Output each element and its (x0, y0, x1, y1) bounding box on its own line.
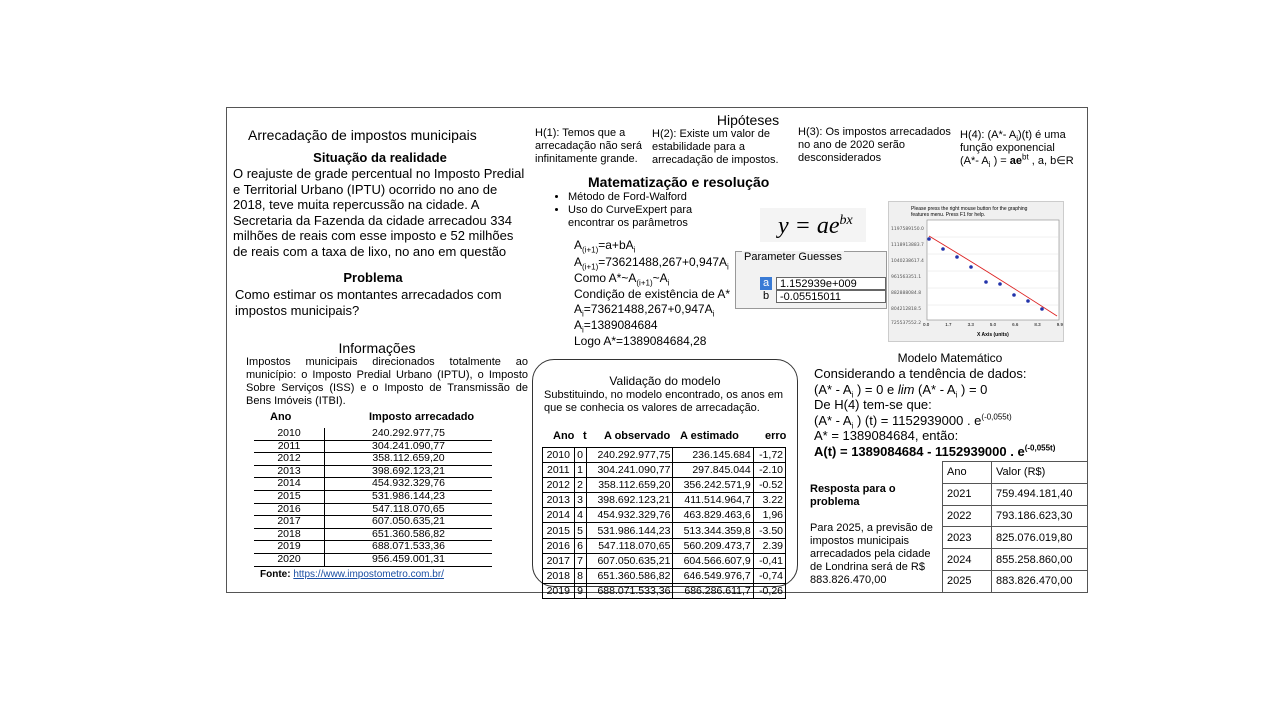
table-row (943, 483, 1088, 505)
table-row (943, 505, 1088, 527)
value-cell: 759.494.181,40 (992, 483, 1088, 505)
t-cell: 5 (574, 523, 586, 538)
table-row (254, 465, 492, 478)
svg-text:725537552.2: 725537552.2 (891, 321, 922, 326)
table-row (254, 453, 492, 466)
problema-heading: Problema (343, 270, 403, 285)
table-row (543, 553, 786, 568)
table-row (543, 463, 786, 478)
parameter-guesses-title: Parameter Guesses (744, 251, 842, 263)
value-cell: 547.118.070,65 (325, 503, 493, 516)
year-cell: 2013 (543, 493, 575, 508)
t-cell: 9 (574, 583, 586, 598)
svg-text:882888084.8: 882888084.8 (891, 291, 922, 296)
val-header-erro: erro (765, 430, 787, 442)
error-cell: 2.39 (753, 538, 785, 553)
svg-text:961563351.1: 961563351.1 (891, 275, 922, 280)
estimated-cell: 686.286.611,7 (673, 583, 753, 598)
year-cell: 2011 (254, 440, 325, 453)
source-label: Fonte: (260, 569, 291, 580)
estimated-cell: 463.829.463,6 (673, 508, 753, 523)
val-header-ano: Ano (553, 430, 575, 442)
forecast-col-year: Ano (943, 462, 992, 484)
svg-text:804212818.5: 804212818.5 (891, 307, 922, 312)
val-header-estimado: A estimado (680, 430, 739, 442)
table-row (543, 508, 786, 523)
observed-cell: 531.986.144,23 (586, 523, 673, 538)
year-cell: 2024 (943, 549, 992, 571)
table-row (254, 490, 492, 503)
svg-text:1040238617.4: 1040238617.4 (891, 259, 924, 264)
plot-xlabel: X Axis (units) (977, 332, 1009, 338)
parameter-guesses-panel (735, 251, 887, 309)
t-cell: 4 (574, 508, 586, 523)
table-row (254, 503, 492, 516)
year-cell: 2018 (254, 528, 325, 541)
source-line (260, 569, 444, 580)
observed-cell: 607.050.635,21 (586, 553, 673, 568)
value-cell: 240.292.977,75 (325, 428, 493, 440)
validacao-text: Substituindo, no modelo encontrado, os anos em que se conhecia os valores de arrecadação. (544, 389, 784, 414)
table-row (254, 440, 492, 453)
t-cell: 3 (574, 493, 586, 508)
forecast-header-row (943, 462, 1088, 484)
estimated-cell: 513.344.359,8 (673, 523, 753, 538)
forecast-table (942, 461, 1088, 593)
year-cell: 2019 (254, 541, 325, 554)
info-col-year: Ano (270, 411, 292, 423)
table-row (543, 448, 786, 463)
value-cell: 651.360.586,82 (325, 528, 493, 541)
table-row (254, 478, 492, 491)
method-list (548, 191, 736, 230)
table-row (254, 428, 492, 440)
estimated-cell: 356.242.571,9 (673, 478, 753, 493)
plot-help-text: Please press the right mouse button for the graphing features menu. Press F1 for help. (911, 206, 1028, 218)
observed-cell: 358.112.659,20 (586, 478, 673, 493)
matematizacao-heading: Matematização e resolução (588, 174, 770, 190)
hypothesis-1: H(1): Temos que a arrecadação não será infinitamente grande. (535, 127, 643, 165)
value-cell: 956.459.001,31 (325, 553, 493, 566)
informacoes-heading: Informações (338, 340, 416, 356)
year-cell: 2021 (943, 483, 992, 505)
estimated-cell: 560.209.473,7 (673, 538, 753, 553)
table-row (254, 553, 492, 566)
year-cell: 2018 (543, 568, 575, 583)
table-row (543, 568, 786, 583)
resposta-heading: Resposta para o problema (810, 483, 896, 508)
table-row (254, 541, 492, 554)
value-cell: 855.258.860,00 (992, 549, 1088, 571)
t-cell: 0 (574, 448, 586, 463)
hypothesis-3: H(3): Os impostos arrecadados no ano de 2020 serão desconsiderados (798, 126, 951, 164)
observed-cell: 651.360.586,82 (586, 568, 673, 583)
year-cell: 2017 (254, 516, 325, 529)
param-b-field[interactable]: -0.05515011 (776, 290, 886, 303)
hipoteses-heading: Hipóteses (716, 112, 780, 128)
curve-fit-plot[interactable] (888, 201, 1064, 342)
value-cell: 825.076.019,80 (992, 527, 1088, 549)
modelo-heading: Modelo Matemático (897, 351, 1003, 365)
error-cell: -3.50 (753, 523, 785, 538)
error-cell: -0,26 (753, 583, 785, 598)
year-cell: 2011 (543, 463, 575, 478)
t-cell: 8 (574, 568, 586, 583)
problema-text: Como estimar os montantes arrecadados com impostos municipais? (235, 287, 502, 318)
observed-cell: 688.071.533,36 (586, 583, 673, 598)
value-cell: 454.932.329,76 (325, 478, 493, 491)
situacao-text: O reajuste de grade percentual no Imposto Predial e Territorial Urbano (IPTU) ocorrido no ano de 2018, teve muita repercussão na cidade. A Secretaria da Fazenda da cidade arrecadou 334 milhões de reais com esse imposto e 52 milhões de reais com a taxa de lixo, no ano em questão (233, 166, 525, 259)
year-cell: 2014 (543, 508, 575, 523)
method-item: • Uso do CurveExpert para encontrar os parâmetros (568, 204, 736, 230)
val-header-t: t (583, 430, 587, 442)
observed-cell: 547.118.070,65 (586, 538, 673, 553)
estimated-cell: 411.514.964,7 (673, 493, 753, 508)
year-cell: 2017 (543, 553, 575, 568)
param-b-label: b (762, 290, 770, 302)
error-cell: -0.52 (753, 478, 785, 493)
value-cell: 883.826.470,00 (992, 570, 1088, 592)
table-row (543, 583, 786, 598)
estimated-cell: 646.549.976,7 (673, 568, 753, 583)
tax-history-table (254, 428, 492, 567)
table-row (543, 478, 786, 493)
year-cell: 2019 (543, 583, 575, 598)
estimated-cell: 604.566.607,9 (673, 553, 753, 568)
year-cell: 2015 (254, 490, 325, 503)
method-item: • Método de Ford-Walford (568, 191, 736, 204)
year-cell: 2016 (543, 538, 575, 553)
validation-table (542, 447, 786, 599)
table-row (543, 493, 786, 508)
validacao-heading: Validação do modelo (609, 374, 721, 388)
year-cell: 2012 (254, 453, 325, 466)
table-row (943, 549, 1088, 571)
table-row (254, 516, 492, 529)
value-cell: 688.071.533,36 (325, 541, 493, 554)
t-cell: 7 (574, 553, 586, 568)
modelo-body: Considerando a tendência de dados: ($A* - A_i$ ) = 0 e $\lim (A* - A_i$ ) = 0 De H(4) tem-se que: ($A* - A_i$ ) (t) = 1152939000 . $e^{(-0,055t)}$ A* = 1389084684, então: A(t) = 1389084684 - 1152939000 . $e^{(-0,055t)}$ (814, 366, 1056, 459)
error-cell: -2.10 (753, 463, 785, 478)
value-cell: 358.112.659,20 (325, 453, 493, 466)
informacoes-text: Impostos municipais direcionados totalmente ao município: o Imposto Predial Urbano (IPTU), o Imposto Sobre Serviços (ISS) e o Imposto de Transmissão de Bens Imóveis (ITBI). (246, 356, 528, 407)
error-cell: -1,72 (753, 448, 785, 463)
table-row (543, 538, 786, 553)
estimated-cell: 297.845.044 (673, 463, 753, 478)
table-row (943, 570, 1088, 592)
observed-cell: 240.292.977,75 (586, 448, 673, 463)
resposta-text: Para 2025, a previsão de impostos municipais arrecadados pela cidade de Londrina será de R$ 883.826.470,00 (810, 522, 933, 586)
year-cell: 2022 (943, 505, 992, 527)
year-cell: 2013 (254, 465, 325, 478)
param-a-label: a (760, 277, 772, 290)
value-cell: 304.241.090,77 (325, 440, 493, 453)
t-cell: 1 (574, 463, 586, 478)
forecast-col-value: Valor (R$) (992, 462, 1088, 484)
error-cell: -0,74 (753, 568, 785, 583)
observed-cell: 304.241.090,77 (586, 463, 673, 478)
table-row (543, 523, 786, 538)
year-cell: 2014 (254, 478, 325, 491)
hypothesis-2: H(2): Existe um valor de estabilidade para a arrecadação de impostos. (652, 128, 779, 166)
year-cell: 2016 (254, 503, 325, 516)
t-cell: 6 (574, 538, 586, 553)
table-row (254, 528, 492, 541)
hypothesis-4: H(4): (A*- $A_i)(t)$ é uma função exponencial (A*- $A_i$ ) = $ae^{bt}$ , a, b∈R (960, 129, 1074, 170)
year-cell: 2020 (254, 553, 325, 566)
estimated-cell: 236.145.684 (673, 448, 753, 463)
value-cell: 531.986.144,23 (325, 490, 493, 503)
param-a-field[interactable]: 1.152939e+009 (776, 277, 886, 290)
year-cell: 2025 (943, 570, 992, 592)
year-cell: 2010 (543, 448, 575, 463)
ford-walford-equations: $A_{(i+1)}=a+bA_i$ $A_{(i+1)}=73621488,267+0,947A_i$ Como $A*\sim A_{(i+1)}\sim A_i$ Condição de existência de A* $A_i=73621488,267+0,947A_i$ $A_i=1389084684$ Logo A*=1389084684,28 (574, 238, 731, 348)
source-link[interactable]: https://www.impostometro.com.br/ (293, 569, 444, 580)
value-cell: 793.186.623,30 (992, 505, 1088, 527)
svg-text:1197589150.0: 1197589150.0 (891, 227, 924, 232)
info-col-value: Imposto arrecadado (369, 411, 475, 423)
year-cell: 2012 (543, 478, 575, 493)
svg-text:1118913883.7: 1118913883.7 (891, 243, 924, 248)
error-cell: -0,41 (753, 553, 785, 568)
observed-cell: 454.932.329,76 (586, 508, 673, 523)
value-cell: 607.050.635,21 (325, 516, 493, 529)
observed-cell: 398.692.123,21 (586, 493, 673, 508)
t-cell: 2 (574, 478, 586, 493)
plot-xticks: 0.0 1.7 3.3 5.0 6.6 8.3 9.9 (923, 322, 1063, 327)
table-row (943, 527, 1088, 549)
value-cell: 398.692.123,21 (325, 465, 493, 478)
year-cell: 2015 (543, 523, 575, 538)
year-cell: 2010 (254, 428, 325, 440)
val-header-observado: A observado (604, 430, 671, 442)
error-cell: 1,96 (753, 508, 785, 523)
error-cell: 3.22 (753, 493, 785, 508)
model-formula: $y = ae^{bx}$ (778, 213, 853, 239)
situacao-heading: Situação da realidade (313, 150, 447, 165)
poster-title: Arrecadação de impostos municipais (248, 127, 477, 143)
year-cell: 2023 (943, 527, 992, 549)
